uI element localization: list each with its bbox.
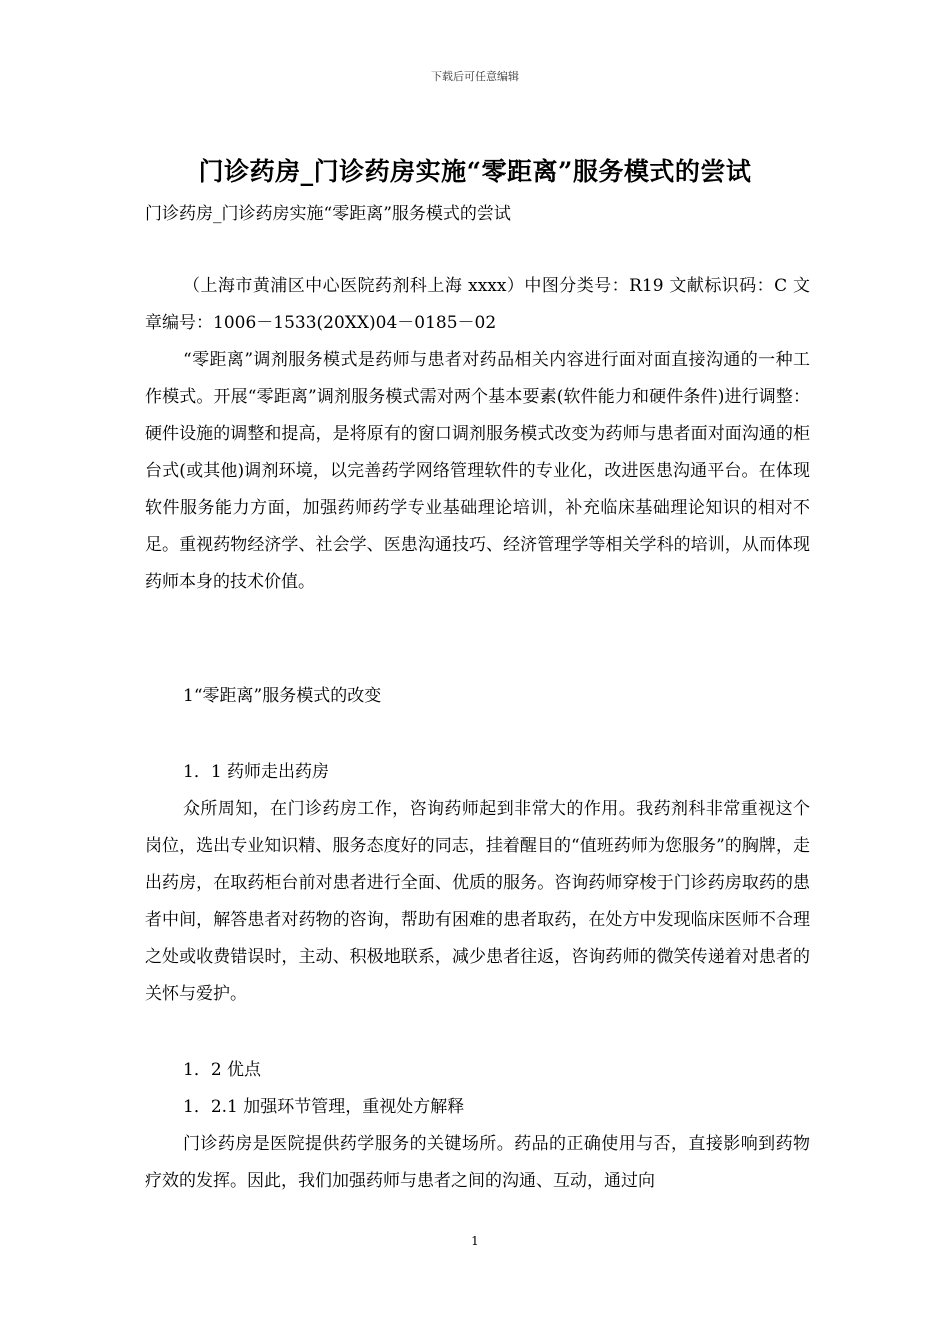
page-number: 1 xyxy=(471,1234,479,1248)
section-1-1-heading: 1．1 药师走出药房 xyxy=(183,762,330,782)
meta-paragraph: （上海市黄浦区中心医院药剂科上海 xxxx）中图分类号：R19 文献标识码：C 文章编号：1006－1533(20XX)04－0185－02 xyxy=(145,276,810,333)
intro-paragraph: “零距离”调剂服务模式是药师与患者对药品相关内容进行面对面直接沟通的一种工作模式。开展“零距离”调剂服务模式需对两个基本要素(软件能力和硬件条件)进行调整：硬件设施的调整和提高，是将原有的窗口调剂服务模式改变为药师与患者面对面沟通的柜台式(或其他)调剂环境，以完善药学网络管理软件的专业化，改进医患沟通平台。在体现软件服务能力方面，加强药师药学专业基础理论培训，补充临床基础理论知识的相对不足。重视药物经济学、社会学、医患沟通技巧、经济管理学等相关学科的培训，从而体现药师本身的技术价值。 xyxy=(145,350,810,592)
section-1-1-paragraph: 众所周知，在门诊药房工作，咨询药师起到非常大的作用。我药剂科非常重视这个岗位，选出专业知识精、服务态度好的同志，挂着醒目的“值班药师为您服务”的胸牌，走出药房，在取药柜台前对患者进行全面、优质的服务。咨询药师穿梭于门诊药房取药的患者中间，解答患者对药物的咨询，帮助有困难的患者取药，在处方中发现临床医师不合理之处或收费错误时，主动、积极地联系，减少患者往返，咨询药师的微笑传递着对患者的关怀与爱护。 xyxy=(145,799,810,1004)
section-1-2-1-paragraph: 门诊药房是医院提供药学服务的关键场所。药品的正确使用与否，直接影响到药物疗效的发挥。因此，我们加强药师与患者之间的沟通、互动，通过向 xyxy=(145,1134,810,1191)
document-title: 门诊药房_门诊药房实施“零距离”服务模式的尝试 xyxy=(198,157,752,186)
header-note: 下载后可任意编辑 xyxy=(431,70,519,83)
document-subtitle: 门诊药房_门诊药房实施“零距离”服务模式的尝试 xyxy=(145,204,511,224)
section-1-heading: 1“零距离”服务模式的改变 xyxy=(183,686,382,706)
section-1-2-heading: 1．2 优点 xyxy=(183,1060,262,1080)
section-1-2-1-heading: 1．2.1 加强环节管理，重视处方解释 xyxy=(183,1097,465,1117)
